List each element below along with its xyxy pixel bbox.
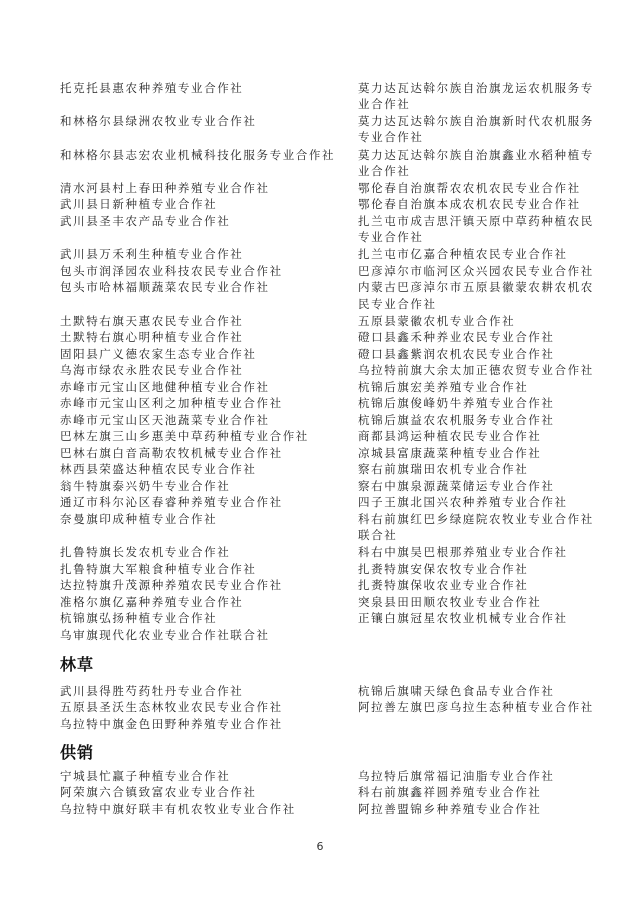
left-entry-22: 奈曼旗印成种植专业合作社 — [60, 512, 218, 526]
right-line-18: 乌拉特前旗大余太加正德农贸专业合作社 — [358, 363, 594, 377]
right-line-31: 扎赉特旗保收农业专业合作社 — [358, 578, 529, 592]
left-entry-18: 巴林右旗白音高勒农牧机械专业合作社 — [60, 446, 283, 460]
right-line-4: 专业合作社 — [358, 130, 424, 144]
right-line-9: 扎兰屯市成吉思汗镇天原中草药种植农民 — [358, 214, 594, 228]
right-line-5: 莫力达瓦达斡尔族自治旗鑫业水稻种植专 — [358, 148, 594, 162]
right-line-26: 四子王旗北国兴农种养殖专业合作社 — [358, 495, 568, 509]
right-line-7: 鄂伦春自治旗帮农农机农民专业合作社 — [358, 181, 581, 195]
forestry-right-2: 阿拉善左旗巴彦乌拉生态种植专业合作社 — [358, 700, 594, 714]
left-entry-21: 通辽市科尔沁区春睿种养殖专业合作社 — [60, 495, 283, 509]
section-heading-forestry: 林草 — [60, 655, 95, 674]
supply-left-2: 阿荣旗六合镇致富农业专业合作社 — [60, 785, 257, 799]
forestry-left-2: 五原县圣沃生态林牧业农民专业合作社 — [60, 700, 283, 714]
left-entry-6: 武川县圣丰农产品专业合作社 — [60, 214, 231, 228]
left-entry-5: 武川县日新种植专业合作社 — [60, 197, 218, 211]
left-entry-28: 乌审旗现代化农业专业合作社联合社 — [60, 628, 270, 642]
right-line-13: 内蒙古巴彦淖尔市五原县徽蒙农耕农机农 — [358, 280, 594, 294]
right-line-32: 突泉县田田顺农牧业专业合作社 — [358, 595, 542, 609]
right-line-27: 科右前旗红巴乡绿庭院农牧业专业合作社 — [358, 512, 594, 526]
right-line-28: 联合社 — [358, 528, 398, 542]
left-entry-19: 林西县荣盛达种植农民专业合作社 — [60, 462, 257, 476]
right-line-6: 业合作社 — [358, 164, 411, 178]
right-line-23: 凉城县富康蔬菜种植专业合作社 — [358, 446, 542, 460]
left-entry-3: 和林格尔县志宏农业机械科技化服务专业合作社 — [60, 148, 336, 162]
left-entry-12: 固阳县广义德农家生态专业合作社 — [60, 347, 257, 361]
left-entry-27: 杭锦旗弘扬种植专业合作社 — [60, 611, 218, 625]
right-line-8: 鄂伦春自治旗本成农机农民专业合作社 — [358, 197, 581, 211]
right-line-29: 科右中旗吴巴根那养殖业专业合作社 — [358, 545, 568, 559]
right-line-12: 巴彦淖尔市临河区众兴园农民专业合作社 — [358, 264, 594, 278]
right-line-25: 察右中旗泉源蔬菜储运专业合作社 — [358, 479, 555, 493]
page-number: 6 — [316, 840, 324, 853]
left-entry-25: 达拉特旗升茂源种养殖农民专业合作社 — [60, 578, 283, 592]
right-line-2: 业合作社 — [358, 97, 411, 111]
right-line-16: 磴口县鑫禾种养业农民专业合作社 — [358, 330, 555, 344]
supply-right-1: 乌拉特后旗常福记油脂专业合作社 — [358, 769, 555, 783]
left-entry-8: 包头市润泽园农业科技农民专业合作社 — [60, 264, 283, 278]
left-entry-13: 乌海市绿农永胜农民专业合作社 — [60, 363, 244, 377]
supply-right-2: 科右前旗鑫祥圆养殖专业合作社 — [358, 785, 542, 799]
left-entry-4: 清水河县村上春田种养殖专业合作社 — [60, 181, 270, 195]
right-line-24: 察右前旗瑞田农机专业合作社 — [358, 462, 529, 476]
left-entry-11: 土默特右旗心明种植专业合作社 — [60, 330, 244, 344]
right-line-3: 莫力达瓦达斡尔族自治旗新时代农机服务 — [358, 114, 594, 128]
left-entry-14: 赤峰市元宝山区地健种植专业合作社 — [60, 380, 270, 394]
left-entry-10: 土默特右旗天惠农民专业合作社 — [60, 314, 244, 328]
left-entry-24: 扎鲁特旗大军粮食种植专业合作社 — [60, 562, 257, 576]
left-entry-15: 赤峰市元宝山区利之加种植专业合作社 — [60, 396, 283, 410]
left-entry-26: 准格尔旗亿嘉种养殖专业合作社 — [60, 595, 244, 609]
right-line-21: 杭锦后旗益农农机服务专业合作社 — [358, 413, 555, 427]
right-line-10: 专业合作社 — [358, 230, 424, 244]
section-heading-supply: 供销 — [60, 743, 95, 762]
right-line-33: 正镶白旗冠星农牧业机械专业合作社 — [358, 611, 568, 625]
right-line-15: 五原县蒙徽农机专业合作社 — [358, 314, 516, 328]
right-line-19: 杭锦后旗宏美养殖专业合作社 — [358, 380, 529, 394]
left-entry-16: 赤峰市元宝山区天池蔬菜专业合作社 — [60, 413, 270, 427]
supply-left-1: 宁城县忙赢子种植专业合作社 — [60, 769, 231, 783]
right-line-30: 扎赉特旗安保农牧专业合作社 — [358, 562, 529, 576]
left-entry-9: 包头市哈林福顺蔬菜农民专业合作社 — [60, 280, 270, 294]
supply-right-3: 阿拉善盟锦乡种养殖专业合作社 — [358, 802, 542, 816]
right-line-1: 莫力达瓦达斡尔族自治旗龙运农机服务专 — [358, 81, 594, 95]
right-line-17: 磴口县鑫紫润农机农民专业合作社 — [358, 347, 555, 361]
forestry-left-3: 乌拉特中旗金色田野种养殖专业合作社 — [60, 717, 283, 731]
right-line-20: 杭锦后旗俊峰奶牛养殖专业合作社 — [358, 396, 555, 410]
left-entry-17: 巴林左旗三山乡惠美中草药种植专业合作社 — [60, 429, 309, 443]
forestry-left-1: 武川县得胜芍药牡丹专业合作社 — [60, 684, 244, 698]
right-line-11: 扎兰屯市亿嘉合种植农民专业合作社 — [358, 247, 568, 261]
supply-left-3: 乌拉特中旗好联丰有机农牧业专业合作社 — [60, 802, 296, 816]
forestry-right-1: 杭锦后旗啸天绿色食品专业合作社 — [358, 684, 555, 698]
right-line-22: 商都县鸿运种植农民专业合作社 — [358, 429, 542, 443]
left-entry-2: 和林格尔县绿洲农牧业专业合作社 — [60, 114, 257, 128]
left-entry-7: 武川县万禾利生种植专业合作社 — [60, 247, 244, 261]
left-entry-23: 扎鲁特旗长发农机专业合作社 — [60, 545, 231, 559]
left-entry-1: 托克托县惠农种养殖专业合作社 — [60, 81, 244, 95]
right-line-14: 民专业合作社 — [358, 297, 437, 311]
left-entry-20: 翁牛特旗泰兴奶牛专业合作社 — [60, 479, 231, 493]
